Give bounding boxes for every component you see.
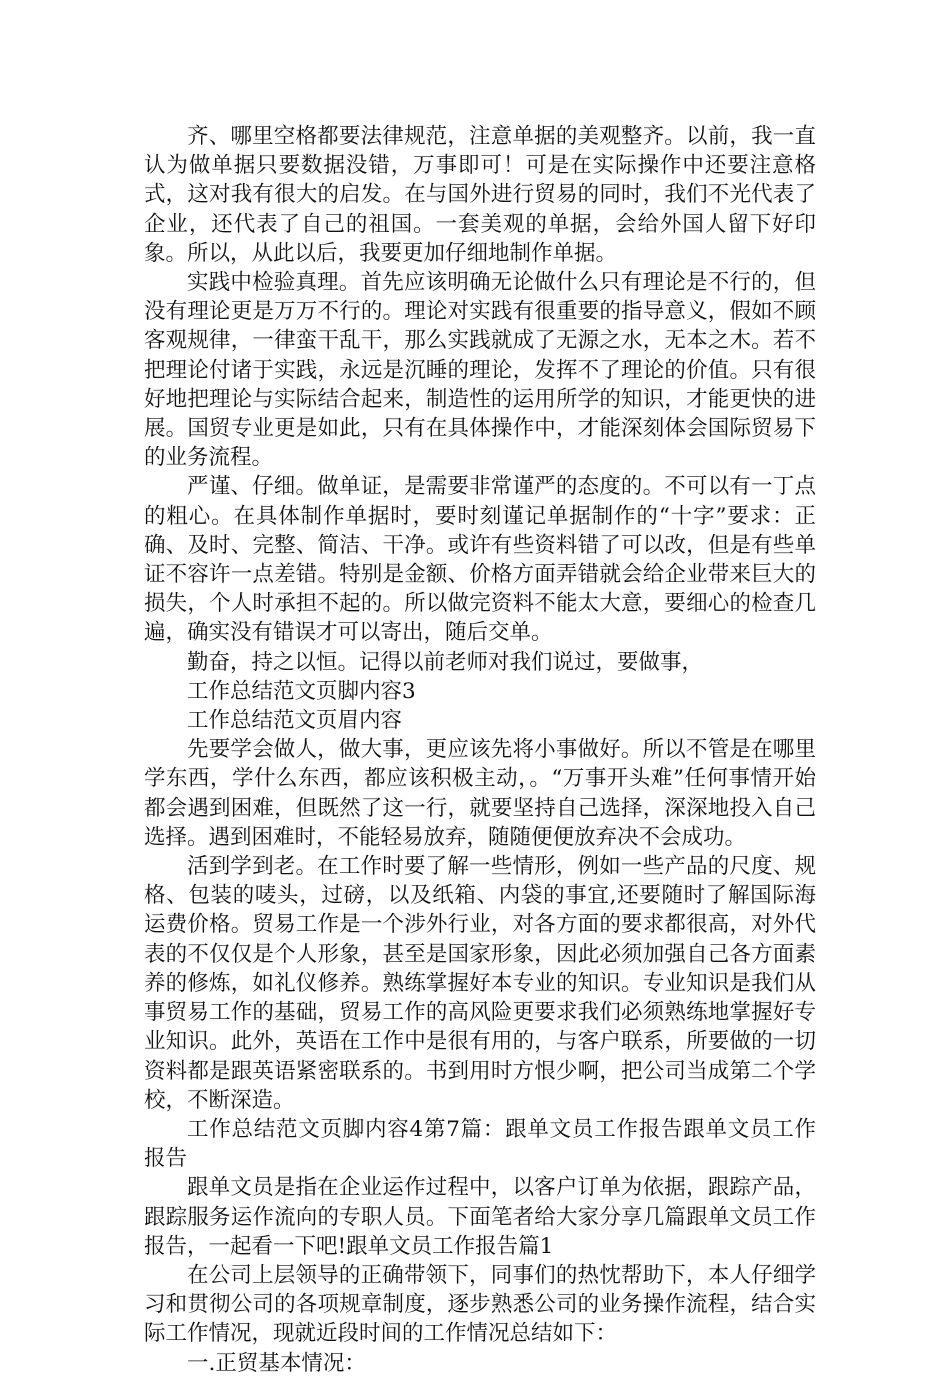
page-header-text: 工作总结范文页眉内容 xyxy=(187,708,403,734)
paragraph: 跟单文员是指在企业运作过程中，以客户订单为依据，跟踪产品，跟踪服务运作流向的专职人员。下面笔者给大家分享几篇跟单文员工作报告，一起看一下吧!跟单文员工作报告篇1 xyxy=(144,1175,816,1259)
paragraph: 严谨、仔细。做单证，是需要非常谨严的态度的。不可以有一丁点的粗心。在具体制作单据时，要时刻谨记单据制作的“十字”要求：正确、及时、完整、简洁、干净。或许有些资料错了可以改，但是有些单证不容许一点差错。特别是金额、价格方面弄错就会给企业带来巨大的损失，个人时承担不起的。所以做完资料不能太大意，要细心的检查几遍，确实没有错误才可以寄出，随后交单。 xyxy=(144,474,816,646)
subheading: 一.正贸基本情况： xyxy=(187,1350,366,1376)
paragraph: 勤奋，持之以恒。记得以前老师对我们说过，要做事， xyxy=(187,649,704,675)
section-heading: 工作总结范文页脚内容4第7篇：跟单文员工作报告跟单文员工作报告 xyxy=(144,1116,816,1172)
paragraph: 实践中检验真理。首先应该明确无论做什么只有理论是不行的，但没有理论更是万万不行的。理论对实践有很重要的指导意义，假如不顾客观规律，一律蛮干乱干，那么实践就成了无源之水，无本之木。若不把理论付诸于实践，永远是沉睡的理论，发挥不了理论的价值。只有很好地把理论与实际结合起来，制造性的运用所学的知识，才能更快的进展。国贸专业更是如此，只有在具体操作中，才能深刻体会国际贸易下的业务流程。 xyxy=(144,270,816,471)
paragraph: 先要学会做人，做大事，更应该先将小事做好。所以不管是在哪里学东西，学什么东西，都应该积极主动，。“万事开头难”任何事情开始都会遇到困难，但既然了这一行，就要坚持自己选择，深深地投入自己选择。遇到困难时，不能轻易放弃，随随便便放弃决不会成功。 xyxy=(144,737,816,850)
document-body xyxy=(144,122,816,1378)
page-footer-text: 工作总结范文页脚内容3 xyxy=(187,678,416,704)
paragraph: 在公司上层领导的正确带领下，同事们的热忱帮助下，本人仔细学习和贯彻公司的各项规章制度，逐步熟悉公司的业务操作流程，结合实际工作情况，现就近段时间的工作情况总结如下： xyxy=(144,1262,816,1347)
paragraph: 齐、哪里空格都要法律规范，注意单据的美观整齐。以前，我一直认为做单据只要数据没错，万事即可！可是在实际操作中还要注意格式，这对我有很大的启发。在与国外进行贸易的同时，我们不光代表了企业，还代表了自己的祖国。一套美观的单据，会给外国人留下好印象。所以，从此以后，我要更加仔细地制作单据。 xyxy=(144,124,816,266)
paragraph: 活到学到老。在工作时要了解一些情形，例如一些产品的尺度、规格、包装的唛头，过磅，以及纸箱、内袋的事宜,还要随时了解国际海运费价格。贸易工作是一个涉外行业，对各方面的要求都很高，对外代表的不仅仅是个人形象，甚至是国家形象，因此必须加强自己各方面素养的修炼，如礼仪修养。熟练掌握好本专业的知识。专业知识是我们从事贸易工作的基础，贸易工作的高风险更要求我们必须熟练地掌握好专业知识。此外，英语在工作中是很有用的，与客户联系，所要做的一切资料都是跟英语紧密联系的。书到用时方恨少啊，把公司当成第二个学校，不断深造。 xyxy=(144,854,816,1113)
